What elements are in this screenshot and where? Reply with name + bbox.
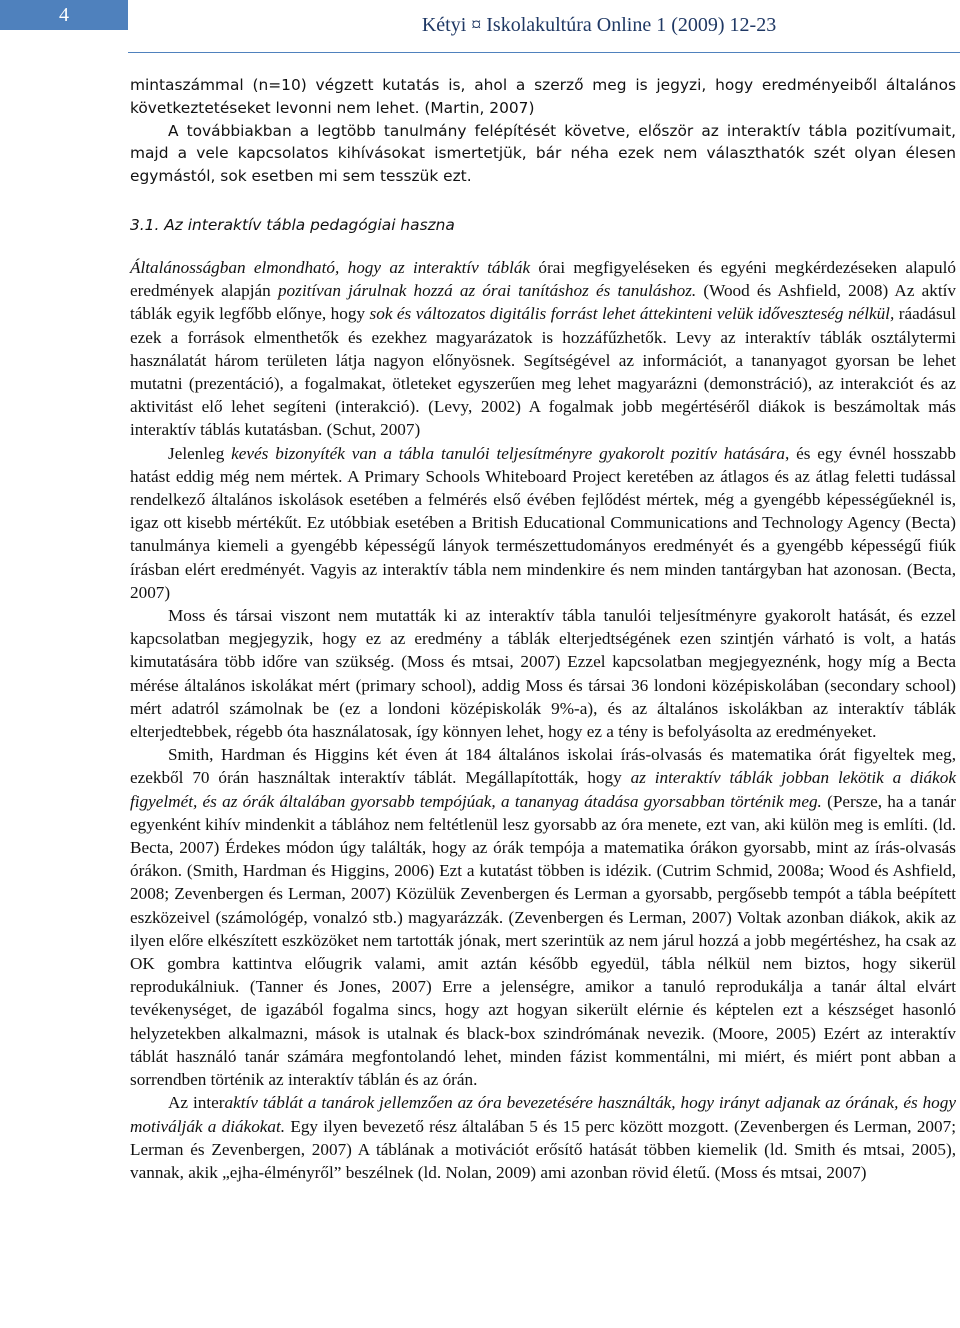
text-run: Egy ilyen bevezető rész általában 5 és 15 perc között mozgott. (Zevenbergen és Lerman, 2007; Lerman és Zevenbergen, 2007) A táblának a motivációt erősítő hatását többen kiemelik (ld. Smith és mtsai, 2005), vannak, akik „ejha-élményről” beszélnek (ld. Nolan, 2009) ami azonban rövid életű. (Moss és mtsai, 2007) bbox=[130, 1116, 956, 1182]
body-paragraph-2 bbox=[130, 442, 956, 604]
page-header bbox=[0, 0, 960, 58]
body-paragraph-5 bbox=[130, 1091, 956, 1184]
text-run: (Persze, ha a tanár egyenként kihív mindenkit a táblához nem feltétlenül lesz gyorsabb az óra menete, ezt van, aki külön meg is említi. (ld. Becta, 2007) Érdekes módon úgy találták, hogy az órák tempója a matematika órákon gyorsabb, mint az írás-olvasás órákon. (Smith, Hardman és Higgins, 2006) Ezt a kutatást többen is idézik. (Cutrim Schmid, 2008a; Wood és Ashfield, 2008; Zevenbergen és Lerman, 2007) Közülük Zevenbergen és Lerman a gyorsabb, pergősebb tempót a tábla beépített eszközeivel (számológép, vonalzó stb.) magyarázzák. (Zevenbergen és Lerman, 2007) Voltak azonban diákok, akik az ilyen előre elkészített eszközöket nem tartották jónak, mert szerintük az nem járul hozzá a jobb megértéshez, ha csak az OK gombra kattintva előugrik valami, amit aztán később egyedül, tábla nélkül nem biztos, hogy sikerül reprodukálniuk. (Tanner és Jones, 2007) Erre a jelenségre, amikor a tanuló reprodukálja a tanár által elvárt tevékenységet, de igazából fogalma sincs, hogy azt hogyan sikerült elérnie és képtelen ezt a készséget hasonló helyzetekben alkalmazni, mások is utalnak és black-box szindrómának nevezik. (Moore, 2005) Ezért az interaktív táblát használó tanár számára megfontolandó lehet, minden fázist kommentálni, mi miért, és miért pont abban a sorrendben történik az interaktív táblán és az órán. bbox=[130, 791, 956, 1090]
body-paragraph-1 bbox=[130, 256, 956, 442]
page-body bbox=[130, 74, 956, 1184]
emphasis: Általánosságban elmondható, hogy az interaktív táblák bbox=[130, 257, 531, 277]
text-run: órai megfigyeléseken és egyéni megkérdezéseken alapuló eredmények alapján bbox=[130, 257, 956, 301]
body-paragraph-4 bbox=[130, 743, 956, 1091]
section-heading: 3.1. Az interaktív tábla pedagógiai haszna bbox=[130, 215, 455, 234]
body-paragraph-3: Moss és társai viszont nem mutatták ki az interaktív tábla tanulói teljesítményre gyakorolt hatását, és ezzel kapcsolatban megjegyzik, hogy ez az eredmény a táblák elterjedtségének ezen szintjén várható is volt, a hatás kimutatására több időre van szükség. (Moss és mtsai, 2007) Ezzel kapcsolatban megjegyeznénk, hogy míg a Becta mérése általános iskolákat mért (primary school), addig Moss és társai 36 londoni középiskolában (secondary school) mért adatról számolnak be (ez a londoni középiskolák 9%-a), és az általános iskolákban az interaktív táblák elterjedtebbek, régebb óta használatosak, így könnyen lehet, hogy ez a tény is befolyásolta az eredményeket. bbox=[130, 606, 956, 742]
intro-paragraph-2: A továbbiakban a legtöbb tanulmány felépítését követve, először az interaktív tábla pozitívumait, majd a vele kapcsolatos kihívásokat ismertetjük, bár néha ezek nem választhatók szét olyan élesen egymástól, sok esetben mi sem tesszük ezt. bbox=[130, 121, 956, 186]
header-rule bbox=[128, 52, 960, 53]
emphasis: pozitívan járulnak hozzá az órai tanításhoz és tanuláshoz. bbox=[277, 281, 697, 301]
text-run: Jelenleg bbox=[168, 443, 232, 463]
emphasis: sok és változatos digitális forrást lehet áttekinteni velük időveszteség nélkül, bbox=[369, 304, 895, 324]
intro-paragraph-1: mintaszámmal (n=10) végzett kutatás is, ahol a szerző meg is jegyzi, hogy eredményeiből általános következtetéseket levonni nem lehet. (Martin, 2007) bbox=[130, 76, 956, 117]
text-run: (Wood és Ashfield, 2008) Az aktív táblák egyik legfőbb előnye, hogy bbox=[130, 281, 956, 324]
emphasis: az interaktív táblák jobban lekötik a diákok figyelmét, és az órák általában gyorsabb tempójúak, a tananyag átadása gyorsabban történik meg. bbox=[130, 768, 956, 811]
emphasis: aktív táblát a tanárok jellemzően az óra bevezetésére használták, hogy irányt adjanak az órának, és hogy motiválják a diákokat. bbox=[130, 1093, 956, 1136]
text-run: Smith, Hardman és Higgins két éven át 184 általános iskolai írás-olvasás és matematika órát figyeltek meg, ezekből 70 órán használtak interaktív táblát. Megállapították, hogy bbox=[130, 745, 956, 788]
running-title: Kétyi ¤ Iskolakultúra Online 1 (2009) 12-23 bbox=[421, 14, 777, 36]
text-run: ráadásul ezek a források elmenthetők és ezekhez magyarázatok is hozzáfűzhetők. Levy az interaktív táblák osztálytermi használatát három területen látja nagyon előnyösnek. Segítségével az információt, a tananyagot gyorsan be lehet mutatni (prezentáció), a fogalmakat, ötleteket egyszerűen meg lehet magyarázni (demonstráció), az interakciót és az aktivitást elő lehet segíteni (interakció). (Levy, 2002) A fogalmak jobb megértéséről diákok is beszámoltak más interaktív táblás kutatásban. (Schut, 2007) bbox=[130, 304, 956, 440]
page-number: 4 bbox=[0, 0, 128, 30]
text-run: , és egy évnél hosszabb hatást eddig még nem mértek. A Primary Schools Whiteboard Project keretében az átlagos és az átlag feletti tudással rendelkező általános iskolások esetében a felmérés első évében fejlődést mértek, még a gyengébb képességűeknél is, igaz ott kisebb mértékűt. Ez utóbbiak esetében a British Educational Communications and Technology Agency (Becta) tanulmánya kiemeli a gyengébb képességű lányok természettudományos eredményét és a gyengébb képességű fiúk írásban elért eredményét. Vagyis az interaktív tábla nem mindenkire és nem minden tantárgyban hat azonosan. (Becta, 2007) bbox=[130, 443, 956, 602]
emphasis: kevés bizonyíték van a tábla tanulói teljesítményre gyakorolt pozitív hatására bbox=[231, 443, 785, 463]
text-run: Az inter bbox=[168, 1093, 225, 1113]
